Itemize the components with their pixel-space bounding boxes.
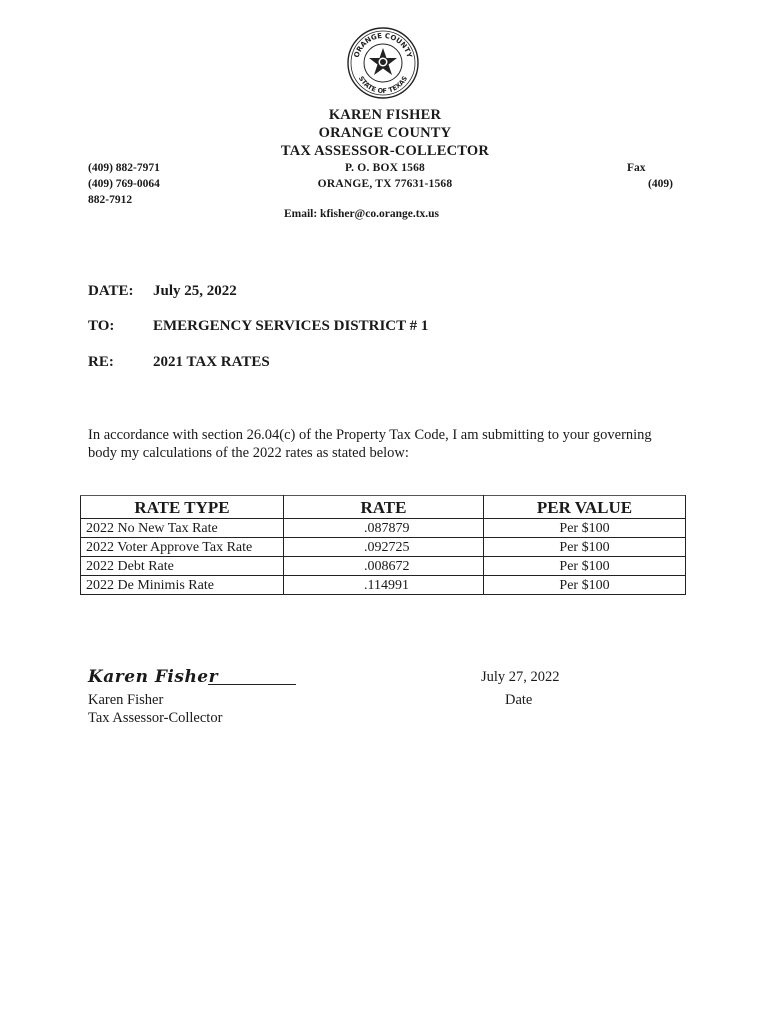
fax-label: Fax — [627, 162, 646, 174]
rate-type-cell: 2022 Voter Approve Tax Rate — [81, 538, 284, 557]
phone-2: (409) 769-0064 — [88, 178, 160, 190]
rate-cell: .087879 — [284, 519, 484, 538]
table-row — [81, 576, 686, 595]
body-line-1: In accordance with section 26.04(c) of the Property Tax Code, I am submitting to your governing — [88, 427, 652, 443]
rate-type-cell: 2022 No New Tax Rate — [81, 519, 284, 538]
letterhead-county: ORANGE COUNTY — [318, 125, 452, 141]
date-label: DATE: — [88, 283, 134, 299]
per-value-cell: Per $100 — [484, 538, 686, 557]
rate-cell: .008672 — [284, 557, 484, 576]
signature-date-value: July 27, 2022 — [481, 669, 560, 685]
letterhead-office: TAX ASSESSOR-COLLECTOR — [280, 143, 490, 159]
email-link[interactable]: Email: kfisher@co.orange.tx.us — [283, 208, 440, 220]
body-line-2: body my calculations of the 2022 rates as stated below: — [88, 445, 409, 461]
table-header-row — [81, 496, 686, 519]
header-rate: RATE — [284, 496, 484, 519]
to-value: EMERGENCY SERVICES DISTRICT # 1 — [153, 318, 429, 334]
per-value-cell: Per $100 — [484, 557, 686, 576]
per-value-cell: Per $100 — [484, 576, 686, 595]
header-per-value: PER VALUE — [484, 496, 686, 519]
signature-date-label: Date — [505, 692, 533, 708]
header-rate-type: RATE TYPE — [81, 496, 284, 519]
handwritten-signature: Karen Fisher — [88, 667, 219, 687]
per-value-cell: Per $100 — [484, 519, 686, 538]
fax-number-continued: 882-7912 — [88, 194, 133, 206]
re-label: RE: — [88, 354, 114, 370]
rate-cell: .114991 — [284, 576, 484, 595]
rate-cell: .092725 — [284, 538, 484, 557]
table-row — [81, 557, 686, 576]
county-seal — [346, 26, 420, 100]
seal-emblem — [346, 26, 420, 100]
table-row — [81, 519, 686, 538]
rate-type-cell: 2022 Debt Rate — [81, 557, 284, 576]
rate-type-cell: 2022 De Minimis Rate — [81, 576, 284, 595]
body-paragraph — [88, 426, 688, 462]
signer-name: Karen Fisher — [88, 692, 164, 708]
date-value: July 25, 2022 — [153, 283, 237, 299]
table-row — [81, 538, 686, 557]
re-value: 2021 TAX RATES — [153, 354, 270, 370]
to-label: TO: — [88, 318, 115, 334]
signer-title: Tax Assessor-Collector — [88, 710, 223, 726]
rates-table — [80, 495, 686, 595]
phone-1: (409) 882-7971 — [88, 162, 160, 174]
seal-bottom-text: STATE OF TEXAS — [356, 74, 410, 96]
letterhead-city: ORANGE, TX 77631-1568 — [317, 178, 453, 190]
seal-top-text: ORANGE COUNTY — [352, 31, 414, 59]
fax-area-code: (409) — [648, 178, 673, 190]
letterhead-po-box: P. O. BOX 1568 — [344, 162, 425, 174]
signature-line — [208, 684, 296, 685]
letterhead-name: KAREN FISHER — [328, 107, 442, 123]
